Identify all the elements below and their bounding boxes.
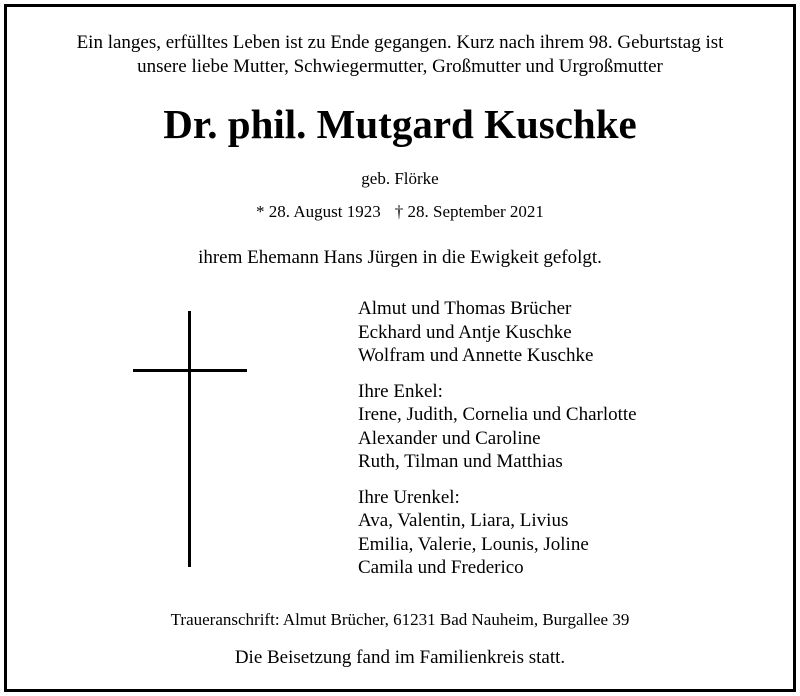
burial-note: Die Beisetzung fand im Familienkreis statt.: [234, 647, 566, 668]
life-dates: [0, 201, 800, 223]
mourner-row: Irene, Judith, Cornelia und Charlotte: [358, 404, 637, 425]
intro-text: [0, 31, 800, 79]
grandchildren-heading: Ihre Enkel:: [358, 380, 443, 402]
mourner-row: Almut und Thomas Brücher: [358, 298, 572, 319]
cross-symbol-horizontal: [133, 369, 247, 372]
mourning-address: Traueranschrift: Almut Brücher, 61231 Bad Nauheim, Burgallee 39: [170, 610, 630, 629]
mourner-row: Ava, Valentin, Liara, Livius: [358, 510, 569, 531]
grandchildren-group: [358, 380, 637, 474]
mourner-row: Camila und Frederico: [358, 557, 524, 578]
mourner-row: Eckhard und Antje Kuschke: [358, 321, 572, 343]
intro-line-1: Ein langes, erfülltes Leben ist zu Ende gegangen. Kurz nach ihrem 98. Geburtstag ist: [76, 32, 724, 53]
cross-symbol-vertical: [188, 311, 191, 567]
birth-date: * 28. August 1923: [256, 202, 381, 221]
mourner-row: Ruth, Tilman und Matthias: [358, 451, 563, 472]
mourners-list: [358, 297, 637, 592]
intro-line-2: unsere liebe Mutter, Schwiegermutter, Großmutter und Urgroßmutter: [137, 56, 663, 77]
mourner-row: Alexander und Caroline: [358, 427, 541, 449]
deceased-name: Dr. phil. Mutgard Kuschke: [163, 101, 637, 147]
mourner-row: Emilia, Valerie, Lounis, Joline: [358, 533, 589, 555]
great-grandchildren-group: [358, 486, 637, 580]
children-group: [358, 297, 637, 368]
followed-text: ihrem Ehemann Hans Jürgen in die Ewigkeit gefolgt.: [198, 247, 602, 268]
death-date: † 28. September 2021: [394, 202, 544, 221]
birth-name: geb. Flörke: [361, 169, 439, 188]
great-grandchildren-heading: Ihre Urenkel:: [358, 486, 460, 508]
mourner-row: Wolfram und Annette Kuschke: [358, 345, 594, 366]
